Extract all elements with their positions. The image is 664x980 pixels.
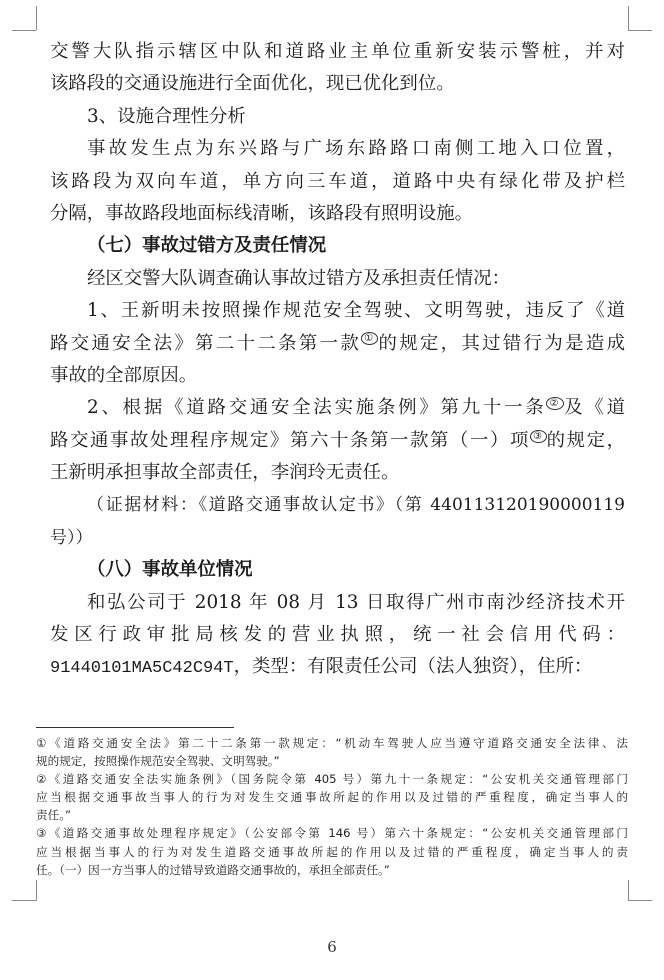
text-line: 王新明承担事故全部责任，李润玲无责任。: [50, 462, 400, 484]
crop-mark-bottom-right-v: [628, 880, 629, 901]
footnote-line: 应当根据交通事故当事人的行为对发生交通事故所起的作用以及过错的严重程度，确定当事人的: [36, 790, 628, 805]
text-line: [50, 328, 625, 360]
text-line: 该路段的交通设施进行全面优化，现已优化到位。: [50, 73, 455, 95]
section-heading-8: （八）事故单位情况: [87, 559, 253, 581]
footnote-line: 任。（一）因一方当事人的过错导致道路交通事故的，承担全部责任。”: [36, 862, 390, 877]
footnote-line: ③《道路交通事故处理程序规定》（公安部令第 146 号）第六十条规定：“公安机关交通管理部门: [36, 826, 628, 841]
footnote-ref-2: ②: [546, 397, 564, 410]
footnote-line: 应当根据当事人的行为对发生道路交通事故所起的作用以及过错的严重程度，确定当事人的责: [36, 844, 628, 859]
text-line: [50, 651, 625, 683]
footnotes: [36, 734, 628, 879]
text-line: 事故的全部原因。: [50, 364, 198, 386]
credit-code: 91440101MA5C42C94T: [50, 659, 234, 679]
crop-mark-top-left-v: [36, 6, 37, 30]
text-line: 经区交警大队调查确认事故过错方及承担责任情况：: [87, 267, 510, 289]
text-line: 交警大队指示辖区中队和道路业主单位重新安装示警桩，并对: [50, 41, 625, 62]
footnote-separator: [36, 727, 234, 728]
footnote-ref-3: ③: [530, 430, 547, 443]
text-run: 路交通事故处理程序规定》第六十条第一款第（一）项: [50, 429, 531, 451]
text-run: 2、根据《道路交通安全法实施条例》第九十一条: [87, 397, 547, 419]
evidence-note-end: 号））: [50, 527, 93, 548]
footnote-line: ①《道路交通安全法》第二十二条第一款规定：“机动车驾驶人应当遵守道路交通安全法律、法: [36, 736, 628, 750]
page-number: 6: [327, 938, 337, 956]
text-line: 发区行政审批局核发的营业执照，统一社会信用代码：: [50, 624, 625, 646]
text-line: 事故发生点为东兴路与广场东路路口南侧工地入口位置，: [87, 138, 625, 160]
text-line: 该路段为双向车道，单方向三车道，道路中央有绿化带及护栏: [50, 170, 625, 192]
crop-mark-bottom-left-h: [12, 900, 36, 901]
footnote-line: 责任。”: [36, 808, 71, 823]
text-run: 的规定，其过错行为是造成: [378, 332, 625, 354]
crop-mark-bottom-right-h: [628, 900, 652, 901]
body-text: [50, 36, 625, 684]
text-line: 和弘公司于 2018 年 08 月 13 日取得广州市南沙经济技术开: [87, 591, 625, 613]
subsection-heading: 3、设施合理性分析: [87, 105, 246, 127]
text-run: ，类型：有限责任公司（法人独资），住所：: [233, 656, 593, 678]
footnote-ref-1: ①: [361, 332, 378, 345]
text-line: 1、王新明未按照操作规范安全驾驶、文明驾驶，违反了《道: [87, 300, 625, 322]
text-line: 分隔，事故路段地面标线清晰，该路段有照明设施。: [50, 202, 473, 224]
crop-mark-top-left-h: [12, 30, 36, 31]
crop-mark-top-right-h: [628, 30, 652, 31]
crop-mark-top-right-v: [628, 6, 629, 30]
footnote-line: 规的规定，按照操作规范安全驾驶、文明驾驶。”: [36, 754, 280, 769]
crop-mark-bottom-left-v: [36, 880, 37, 901]
text-run: 及《道: [564, 397, 625, 419]
text-line: [50, 392, 625, 424]
footnote-line: ②《道路交通安全法实施条例》（国务院令第 405 号）第九十一条规定：“公安机关交通管理部门: [36, 772, 628, 787]
text-run: 路交通安全法》第二十二条第一款: [50, 332, 362, 354]
text-line: [50, 425, 625, 457]
evidence-note: （证据材料：《道路交通事故认定书》（第 440113120190000119: [87, 495, 625, 516]
section-heading-7: （七）事故过错方及责任情况: [87, 235, 327, 257]
text-run: 的规定，: [546, 429, 625, 451]
